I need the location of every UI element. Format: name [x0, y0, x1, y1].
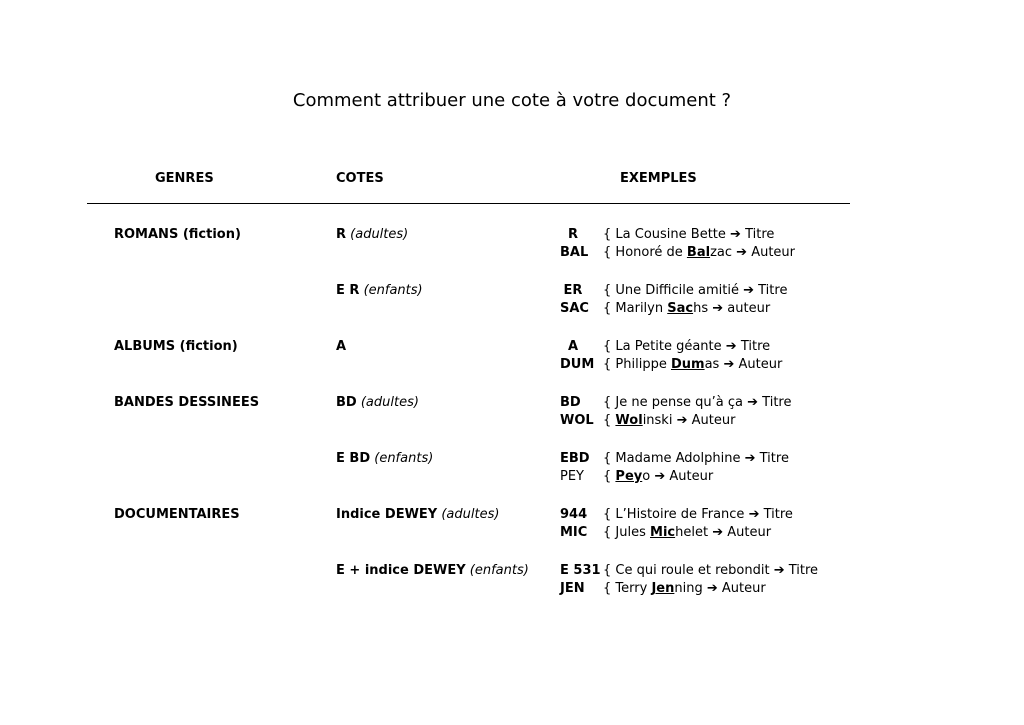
arrow-right-icon: ➔: [730, 227, 741, 242]
example-label: Auteur: [691, 413, 736, 428]
arrow-right-icon: ➔: [676, 413, 688, 428]
arrow-right-icon: ➔: [744, 451, 756, 466]
example-text: L’Histoire de France: [615, 507, 745, 522]
example-author: Marilyn Sachs: [615, 301, 709, 316]
brace: {: [603, 227, 612, 242]
example-code: SAC: [560, 301, 589, 316]
example-label: Auteur: [669, 469, 714, 484]
cote-edewey: [336, 562, 529, 580]
example-author-line: [603, 468, 713, 486]
brace: {: [603, 451, 612, 466]
example-code: EBD: [560, 451, 590, 466]
cote-code: BD: [336, 395, 357, 410]
example-code: MIC: [560, 525, 588, 540]
brace: {: [603, 413, 612, 428]
example-label: Auteur: [751, 245, 795, 260]
example-label: Auteur: [721, 581, 766, 596]
example-title-line: [603, 226, 774, 244]
cote-code: E R: [336, 283, 360, 298]
arrow-right-icon: ➔: [743, 283, 754, 298]
example-author-line: [603, 300, 770, 318]
example-title-line: [603, 394, 791, 412]
example-code: BD: [560, 395, 581, 410]
arrow-right-icon: ➔: [712, 525, 724, 540]
brace: {: [603, 563, 612, 578]
cote-r: [336, 226, 408, 244]
example-title-line: [603, 562, 818, 580]
example-text: Je ne pense qu’à ça: [615, 395, 743, 410]
example-author-line: [603, 412, 735, 430]
example-author: Philippe Dumas: [615, 357, 720, 372]
header-cotes: COTES: [336, 171, 384, 186]
cote-code: A: [336, 339, 347, 354]
example-code: E 531: [560, 563, 601, 578]
example-label: Titre: [759, 451, 789, 466]
example-label: Titre: [758, 283, 788, 298]
arrow-right-icon: ➔: [747, 395, 759, 410]
genre-albums: ALBUMS (fiction): [114, 339, 238, 354]
cote-ebd: [336, 450, 433, 468]
arrow-right-icon: ➔: [773, 563, 785, 578]
cote-a: [336, 338, 346, 356]
example-code: R: [567, 227, 578, 242]
cote-note: (enfants): [374, 451, 434, 466]
arrow-right-icon: ➔: [712, 301, 724, 316]
cote-note: (enfants): [363, 283, 423, 298]
example-code: PEY: [560, 469, 584, 484]
brace: {: [603, 301, 612, 316]
example-label: Titre: [763, 507, 793, 522]
header-exemples: EXEMPLES: [620, 171, 697, 186]
cote-note: (adultes): [441, 507, 500, 522]
example-code: JEN: [560, 581, 585, 596]
example-author: Peyo: [615, 469, 651, 484]
cote-dewey: [336, 506, 499, 524]
brace: {: [603, 581, 612, 596]
example-code: A: [567, 339, 579, 354]
cote-code: R: [336, 227, 347, 242]
example-code: ER: [563, 283, 583, 298]
example-text: La Petite géante: [615, 339, 722, 354]
example-label: Titre: [788, 563, 819, 578]
example-title-line: [603, 282, 787, 300]
arrow-right-icon: ➔: [654, 469, 666, 484]
brace: {: [603, 525, 612, 540]
example-code: 944: [560, 507, 588, 522]
brace: {: [603, 357, 612, 372]
arrow-right-icon: ➔: [706, 581, 718, 596]
example-author: Honoré de Balzac: [615, 245, 732, 260]
example-author-line: [603, 244, 795, 262]
brace: {: [603, 283, 612, 298]
genre-docs: DOCUMENTAIRES: [114, 507, 240, 522]
example-code: BAL: [560, 245, 589, 260]
example-text: Une Difficile amitié: [615, 283, 739, 298]
example-text: Ce qui roule et rebondit: [615, 563, 770, 578]
brace: {: [603, 245, 612, 260]
example-label: Titre: [740, 339, 771, 354]
arrow-right-icon: ➔: [725, 339, 737, 354]
cote-note: (adultes): [360, 395, 419, 410]
example-title-line: [603, 506, 793, 524]
brace: {: [603, 469, 612, 484]
example-code: DUM: [560, 357, 595, 372]
example-author-line: [603, 524, 771, 542]
brace: {: [603, 507, 612, 522]
example-title-line: [603, 450, 789, 468]
arrow-right-icon: ➔: [736, 245, 748, 260]
page-title: Comment attribuer une cote à votre document ?: [292, 90, 732, 111]
cote-code: E + indice DEWEY: [336, 563, 466, 578]
example-label: Titre: [745, 227, 775, 242]
example-label: Auteur: [727, 525, 772, 540]
cote-er: [336, 282, 423, 300]
example-author: Terry Jenning: [615, 581, 703, 596]
example-author: Wolinski: [615, 413, 673, 428]
arrow-right-icon: ➔: [723, 357, 735, 372]
example-text: La Cousine Bette: [615, 227, 726, 242]
example-title-line: [603, 338, 770, 356]
header-divider: [87, 203, 850, 204]
example-label: auteur: [727, 301, 771, 316]
cote-note: (adultes): [350, 227, 409, 242]
example-code: WOL: [560, 413, 594, 428]
example-author: Jules Michelet: [615, 525, 709, 540]
cote-bd: [336, 394, 419, 412]
header-genres: GENRES: [155, 171, 214, 186]
brace: {: [603, 339, 612, 354]
arrow-right-icon: ➔: [748, 507, 760, 522]
example-author-line: [603, 356, 782, 374]
example-author-line: [603, 580, 766, 598]
cote-code: Indice DEWEY: [336, 507, 438, 522]
cote-code: E BD: [336, 451, 371, 466]
genre-romans: ROMANS (fiction): [114, 227, 241, 242]
brace: {: [603, 395, 612, 410]
example-label: Auteur: [738, 357, 783, 372]
cote-note: (enfants): [469, 563, 529, 578]
example-text: Madame Adolphine: [615, 451, 741, 466]
example-label: Titre: [762, 395, 792, 410]
genre-bd: BANDES DESSINEES: [114, 395, 260, 410]
